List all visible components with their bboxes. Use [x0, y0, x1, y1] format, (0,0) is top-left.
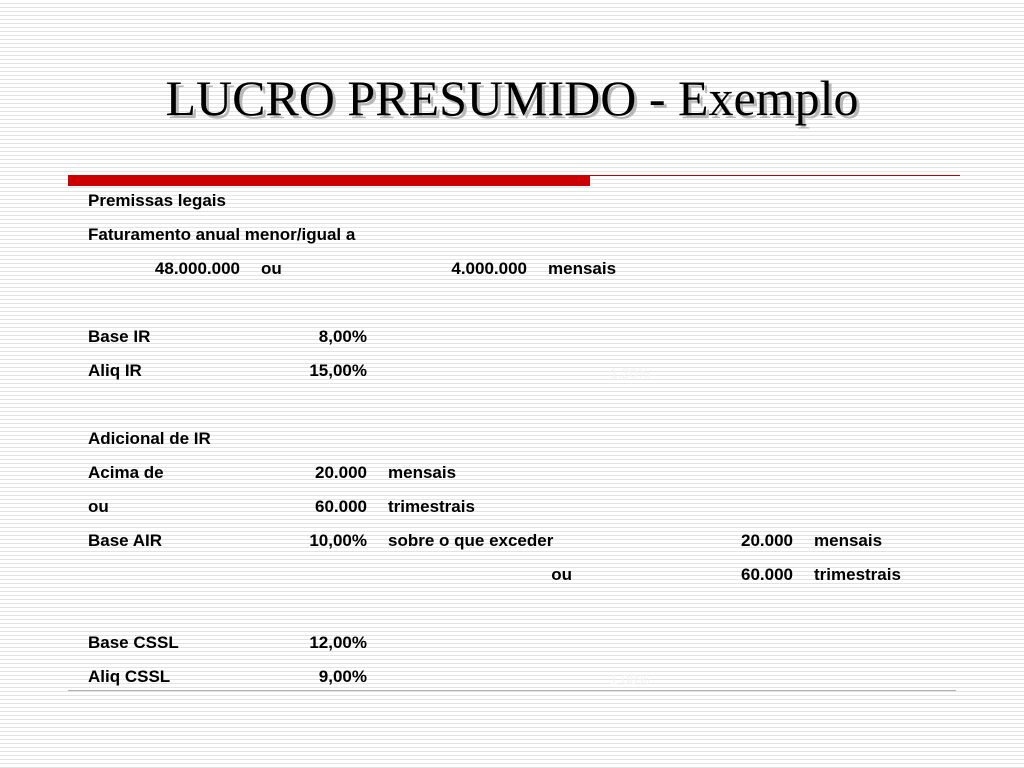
page-title: LUCRO PRESUMIDO - Exemplo — [165, 70, 859, 126]
aliq-ir-value: 15,00% — [309, 361, 367, 380]
adicional-heading: Adicional de IR — [88, 429, 211, 448]
title-accent-bar — [68, 175, 590, 186]
exceder-value: 20.000 — [741, 531, 793, 550]
aliq-cssl-value: 9,00% — [318, 667, 367, 686]
exceder-ou: ou — [551, 565, 572, 584]
ou-label: ou — [88, 497, 109, 516]
faturamento-ou: ou — [261, 259, 282, 278]
faturamento-label: Faturamento anual menor/igual a — [88, 225, 356, 244]
base-ir-label: Base IR — [88, 327, 151, 346]
base-cssl-label: Base CSSL — [88, 633, 179, 652]
aliq-ir-label: Aliq IR — [88, 361, 142, 380]
exceder-unit-2: trimestrais — [814, 565, 901, 584]
aliq-cssl-label: Aliq CSSL — [88, 667, 171, 686]
acima-de-unit: mensais — [388, 463, 457, 482]
premissas-heading: Premissas legais — [88, 191, 226, 210]
faturamento-mensal-unit: mensais — [548, 259, 617, 278]
ir-effective-rate-faint: 1,20% — [610, 365, 650, 381]
acima-de-value: 20.000 — [315, 463, 367, 482]
acima-de-label: Acima de — [88, 463, 164, 482]
exceder-value-2: 60.000 — [741, 565, 793, 584]
cssl-effective-rate-faint: 1,08% — [610, 671, 650, 687]
ou-value: 60.000 — [315, 497, 367, 516]
base-cssl-value: 12,00% — [309, 633, 367, 652]
base-air-value: 10,00% — [309, 531, 367, 550]
faturamento-anual-value: 48.000.000 — [154, 259, 240, 278]
ou-unit: trimestrais — [388, 497, 475, 516]
base-ir-value: 8,00% — [318, 327, 367, 346]
exceder-unit: mensais — [814, 531, 883, 550]
base-air-label: Base AIR — [88, 531, 163, 550]
title-divider-line — [590, 175, 960, 176]
base-air-text: sobre o que exceder — [388, 531, 554, 550]
faturamento-mensal-value: 4.000.000 — [451, 259, 527, 278]
bottom-divider-line — [68, 690, 956, 691]
